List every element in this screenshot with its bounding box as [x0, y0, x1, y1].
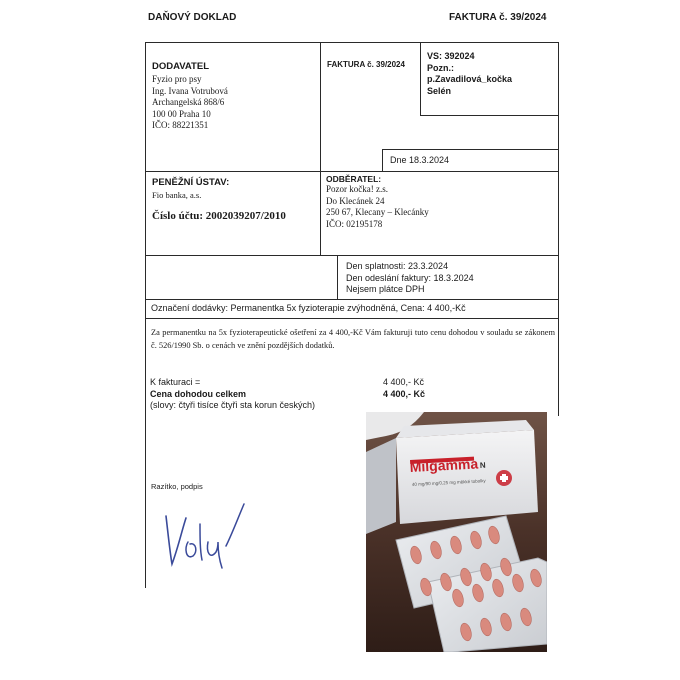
sent-date: Den odeslání faktury: 18.3.2024 [346, 272, 474, 283]
agreed-price-value: 4 400,- Kč [383, 388, 426, 399]
totals-values [383, 377, 425, 400]
vs-box [427, 51, 512, 97]
supplier-title: DODAVATEL [152, 61, 209, 72]
bank-title: PENĚŽNÍ ÚSTAV: [152, 177, 230, 188]
note-line-2: Selén [427, 85, 452, 96]
variable-symbol: VS: 392024 [427, 51, 475, 61]
customer-title: ODBĚRATEL: [326, 174, 382, 184]
customer-ico: IČO: 02195178 [326, 218, 383, 229]
bank-account: Číslo účtu: 2002039207/2010 [152, 210, 286, 222]
description-text: Za permanentku na 5x fyzioterapeutické ošetření za 4 400,-Kč Vám fakturuji tuto cenu dohodou v souladu se zákonem č. 526/1990 Sb. o cenách ve znění pozdějších dodatků. [151, 328, 555, 350]
supplier-ico: IČO: 88221351 [152, 120, 209, 130]
product-photo [366, 412, 547, 652]
totals-labels [150, 377, 315, 412]
customer-street: Do Klecánek 24 [326, 195, 385, 206]
agreed-price-label: Cena dohodou celkem [150, 388, 247, 399]
note-label: Pozn.: [427, 62, 454, 73]
vat-status: Nejsem plátce DPH [346, 284, 425, 294]
supplier-name: Fyzio pro psy [152, 74, 202, 84]
supplier-block [152, 61, 228, 132]
supplier-person: Ing. Ivana Votrubová [152, 85, 228, 96]
document-type: DAŇOVÝ DOKLAD [148, 12, 237, 23]
bank-name: Fio banka, a.s. [152, 190, 202, 200]
issue-date: Dne 18.3.2024 [390, 155, 450, 165]
stamp-label: Razítko, podpis [151, 482, 203, 491]
customer-name: Pozor kočka! z.s. [326, 184, 388, 194]
supplier-street: Archangelská 868/6 [152, 97, 225, 107]
dates-block [346, 261, 474, 296]
note-line-1: p.Zavadilová_kočka [427, 74, 513, 84]
supplier-city: 100 00 Praha 10 [152, 108, 211, 119]
customer-city: 250 67, Klecany – Klecánky [326, 207, 429, 217]
amount-in-words: (slovy: čtyři tisíce čtyři sta korun českých) [150, 400, 316, 410]
brand-suffix: N [479, 460, 486, 470]
signature-image [158, 498, 253, 573]
brand-name: Milgamma [409, 455, 479, 475]
delivery-description: Označení dodávky: Permanentka 5x fyzioterapie zvýhodněná, Cena: 4 400,-Kč [151, 303, 466, 313]
bank-block [152, 177, 286, 222]
invoice-number: FAKTURA č. 39/2024 [327, 60, 405, 69]
medicine-photo-illustration [366, 412, 547, 652]
pack-dosage: 40 mg/90 mg/0,25 mg měkké tobolky [411, 478, 486, 487]
due-date: Den splatnosti: 23.3.2024 [346, 261, 449, 271]
to-invoice-label: K fakturaci = [150, 377, 201, 387]
customer-block [326, 174, 429, 230]
invoice-number-header: FAKTURA č. 39/2024 [449, 12, 547, 23]
to-invoice-value: 4 400,- Kč [383, 377, 425, 387]
